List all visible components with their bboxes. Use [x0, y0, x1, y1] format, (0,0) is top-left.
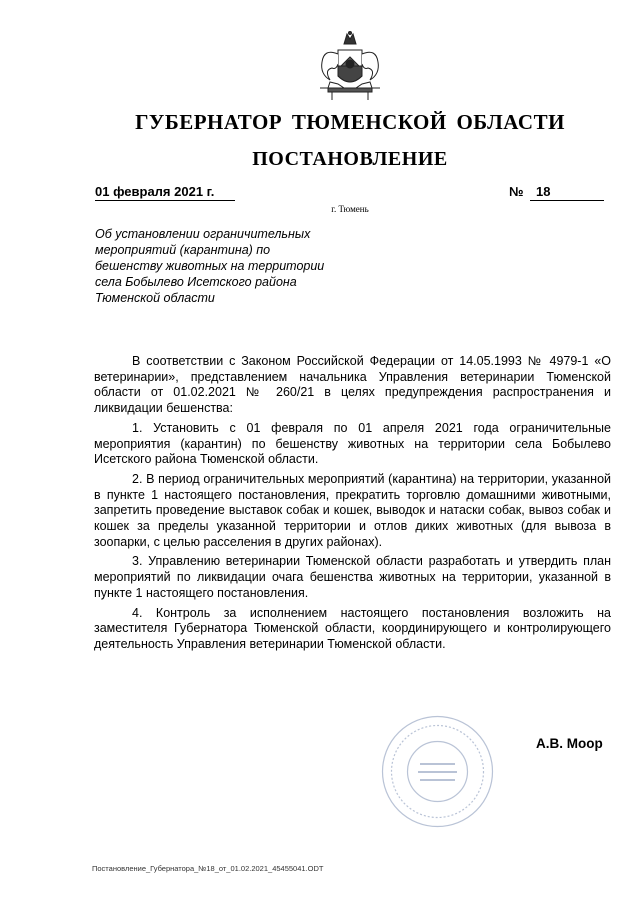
- subject-line: бешенству животных на территории: [95, 259, 325, 273]
- coat-of-arms-icon: [310, 30, 390, 102]
- clause-3-paragraph: 3. Управлению ветеринарии Тюменской области разработать и утвердить план мероприятий по ликвидации очага бешенства животных на территории, указанной в пункте 1 настоящего постановления.: [94, 554, 611, 600]
- clause-1-paragraph: 1. Установить с 01 февраля по 01 апреля 2021 года ограничительные мероприятия (карантин) по бешенству животных на территории села Бобылево Исетского района Тюменской области.: [94, 420, 611, 467]
- document-type: ПОСТАНОВЛЕНИЕ: [252, 148, 448, 170]
- document-date: 01 февраля 2021 г.: [95, 184, 235, 201]
- document-number: 18: [530, 184, 604, 201]
- subject-line: Об установлении ограничительных: [95, 227, 311, 241]
- signer-name: А.В. Моор: [536, 736, 603, 751]
- subject-line: Тюменской области: [95, 291, 215, 305]
- number-label: №: [509, 184, 524, 199]
- document-subject: [95, 226, 385, 306]
- footer-filename: Постановление_Губернатора_№18_от_01.02.2021_45455041.ODT: [92, 864, 324, 873]
- city-label: г. Тюмень: [331, 204, 369, 214]
- subject-line: мероприятий (карантина) по: [95, 243, 271, 257]
- subject-line: села Бобылево Исетского района: [95, 275, 297, 289]
- document-body: [94, 354, 611, 657]
- clause-4-paragraph: 4. Контроль за исполнением настоящего постановления возложить на заместителя Губернатора Тюменской области, координирующего и контролирующего деятельность Управления ветеринарии Тюменской области.: [94, 605, 611, 651]
- preamble-paragraph: В соответствии с Законом Российской Федерации от 14.05.1993 № 4979-1 «О ветеринарии», представлением начальника Управления ветеринарии Тюменской области от 01.02.2021 № 260/21 в целях предупреждения распространения и ликвидации бешенства:: [94, 354, 611, 416]
- clause-2-paragraph: 2. В период ограничительных мероприятий (карантина) на территории, указанной в пункте 1 настоящего постановления, прекратить торговлю домашними животными, запретить проведение выставок собак и кошек, выводок и натаски собак, вывоз собак и кошек за пределы указанной территории и отлов диких животных (для вывоза в зоопарки, с целью расселения в других районах).: [94, 471, 611, 549]
- governor-title: ГУБЕРНАТОР ТЮМЕНСКОЙ ОБЛАСТИ: [135, 110, 565, 134]
- signature-stamp-icon: [380, 714, 495, 829]
